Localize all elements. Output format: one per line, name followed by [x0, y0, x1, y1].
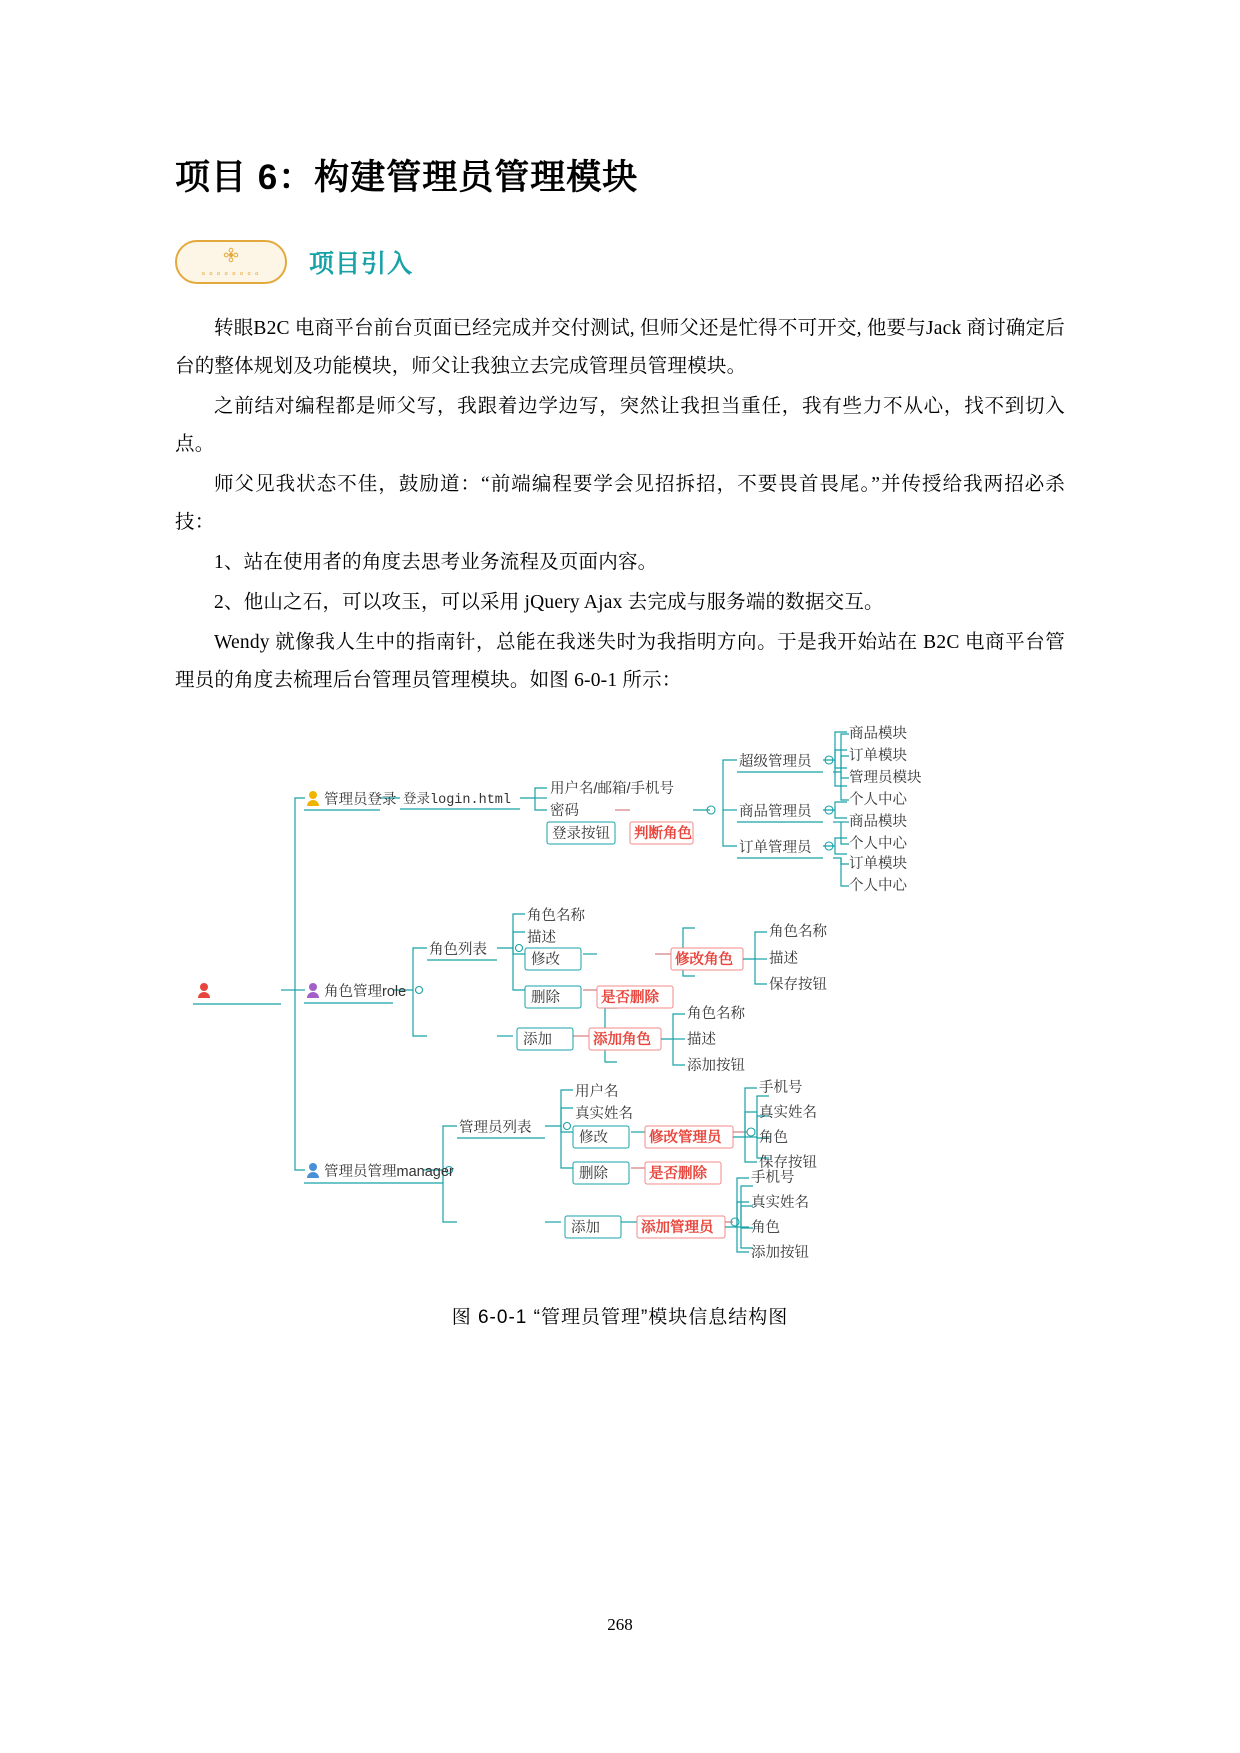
mindmap-node-judge-role: [630, 822, 693, 844]
mindmap-label-admin-list-item-1: 真实姓名: [575, 1106, 633, 1123]
mindmap-label-role-add-item-2: 添加按钮: [687, 1058, 745, 1075]
paragraph-6: Wendy 就像我人生中的指南针，总能在我迷失时为我指明方向。于是我开始站在 B2C 电商平台管理员的角度去梳理后台管理员管理模块。如图 6-0-1 所示：: [175, 632, 1065, 692]
mindmap-label-role-delete-red: 是否删除: [601, 990, 659, 1007]
mindmap-node-root: [193, 976, 281, 1004]
mindmap-label-product-item-1: 个人中心: [849, 836, 907, 853]
mindmap-label-login-pwd: 密码: [550, 803, 579, 820]
page-number: 268: [607, 1615, 633, 1634]
mindmap-label-admin-add-item-2: 角色: [751, 1220, 780, 1237]
mindmap-label-role-list-item-0: 角色名称: [527, 908, 585, 925]
mindmap-label-admin-add: 添加: [571, 1220, 600, 1237]
mindmap-label-admin-edit-item-3: 保存按钮: [759, 1155, 817, 1172]
figure-caption: 图 6-0-1 “管理员管理”模块信息结构图: [451, 1307, 789, 1329]
mindmap-label-super-item-3: 个人中心: [849, 792, 907, 809]
mindmap-label-role-edit-red: 修改角色: [675, 952, 733, 969]
mindmap-node-admin-edit-label: [645, 1126, 733, 1148]
mindmap-label-super-item-0: 商品模块: [849, 726, 907, 743]
mindmap-label-admin-add-item-1: 真实姓名: [751, 1195, 809, 1212]
mindmap-node-admin-delete-label: [645, 1162, 721, 1184]
page-content: [175, 150, 1065, 1329]
paragraph-2: 之前结对编程都是师父写，我跟着边学边写，突然让我担当重任，我有些力不从心，找不到切入点。: [175, 396, 1065, 456]
mindmap-svg: [175, 718, 1065, 1298]
mindmap-node-admin-delete: [573, 1162, 629, 1184]
mindmap-label-admin-edit-item-0: 手机号: [759, 1080, 803, 1097]
mindmap-label-admin-add-red: 添加管理员: [641, 1220, 714, 1237]
mindmap-label-login-page: 登录login.html: [403, 793, 512, 809]
paragraph-5: 2、他山之石，可以攻玉，可以采用 jQuery Ajax 去完成与服务端的数据交互。: [214, 592, 884, 614]
mindmap-node-role-delete: [525, 986, 581, 1008]
mindmap-label-product-item-0: 商品模块: [849, 814, 907, 831]
mindmap-label-role-edit-item-1: 描述: [769, 951, 798, 968]
mindmap-label-admin-edit: 修改: [579, 1130, 608, 1147]
mindmap-label-judge-role: 判断角色: [634, 826, 692, 843]
mindmap-label-login-button: 登录按钮: [552, 826, 610, 843]
mindmap-label-login-user: 用户名/邮箱/手机号: [550, 781, 675, 798]
decorative-badge-icon: [175, 240, 287, 284]
mindmap-label-super-item-1: 订单模块: [849, 748, 907, 765]
mindmap-label-role-delete: 删除: [531, 990, 560, 1007]
mindmap-node-role-edit-label: [671, 948, 743, 970]
mindmap-label-role-order: 订单管理员: [739, 840, 812, 857]
mindmap-label-role-super: 超级管理员: [739, 754, 812, 771]
mindmap-node-admin-add: [565, 1216, 621, 1238]
mindmap-node-role-manage: [304, 983, 406, 1003]
mindmap-label-admin-delete: 删除: [579, 1166, 608, 1183]
page-title: 项目 6：构建管理员管理模块: [175, 158, 639, 197]
mindmap-node-role-edit: [525, 948, 581, 970]
mindmap-label-order-item-0: 订单模块: [849, 856, 907, 873]
mindmap-node-role-add: [517, 1028, 573, 1050]
section-title: 项目引入: [309, 250, 414, 278]
mindmap-label-role-add-item-1: 描述: [687, 1032, 716, 1049]
figure-mindmap: [175, 718, 1065, 1298]
mindmap-label-admin-edit-item-2: 角色: [759, 1130, 788, 1147]
mindmap-node-admin-edit: [573, 1126, 629, 1148]
mindmap-label-role-edit-item-2: 保存按钮: [769, 977, 827, 994]
mindmap-label-admin-delete-red: 是否删除: [649, 1166, 707, 1183]
mindmap-label-admin-add-item-0: 手机号: [751, 1170, 795, 1187]
mindmap-label-order-item-1: 个人中心: [849, 878, 907, 895]
section-header: [175, 240, 1065, 284]
mindmap-node-login-button: [547, 822, 615, 844]
mindmap-label-admin-list: 管理员列表: [459, 1120, 532, 1137]
mindmap-label-super-item-2: 管理员模块: [849, 770, 922, 787]
mindmap-label-role-add-item-0: 角色名称: [687, 1006, 745, 1023]
mindmap-label-admin-edit-red: 修改管理员: [649, 1130, 722, 1147]
mindmap-label-admin-list-item-0: 用户名: [575, 1084, 619, 1101]
mindmap-node-role-delete-label: [597, 986, 673, 1008]
mindmap-node-role-add-label: [589, 1028, 661, 1050]
mindmap-node-login: [304, 791, 397, 810]
mindmap-label-admin-add-item-3: 添加按钮: [751, 1245, 809, 1262]
flower-icon: [223, 247, 239, 263]
mindmap-label-role-product: 商品管理员: [739, 804, 812, 821]
paragraph-3: 师父见我状态不佳，鼓励道：“前端编程要学会见招拆招，不要畏首畏尾。”并传授给我两招必杀技：: [175, 474, 1065, 534]
mindmap-label-role-list: 角色列表: [429, 942, 487, 959]
mindmap-label-role-manage: 角色管理role: [324, 984, 407, 1001]
mindmap-node-admin-manage: [304, 1163, 454, 1183]
mindmap-label-admin-manage: 管理员管理manager: [324, 1164, 454, 1181]
mindmap-label-role-edit: 修改: [531, 952, 560, 969]
mindmap-label-role-list-item-1: 描述: [527, 930, 556, 947]
mindmap-label-role-add: 添加: [523, 1032, 552, 1049]
mindmap-label-admin-edit-item-1: 真实姓名: [759, 1105, 817, 1122]
badge-dots: ∘∘∘∘∘∘∘∘: [200, 268, 262, 278]
mindmap-node-login-page: [400, 791, 520, 809]
mindmap-label-role-add-red: 添加角色: [593, 1032, 651, 1049]
mindmap-label-login: 管理员登录: [324, 792, 397, 809]
paragraph-4: 1、站在使用者的角度去思考业务流程及页面内容。: [214, 552, 658, 574]
mindmap-label-role-edit-item-0: 角色名称: [769, 924, 827, 941]
paragraph-1: 转眼B2C 电商平台前台页面已经完成并交付测试, 但师父还是忙得不可开交, 他要与Jack 商讨确定后台的整体规划及功能模块，师父让我独立去完成管理员管理模块。: [175, 318, 1065, 378]
mindmap-node-admin-add-label: [637, 1216, 725, 1238]
